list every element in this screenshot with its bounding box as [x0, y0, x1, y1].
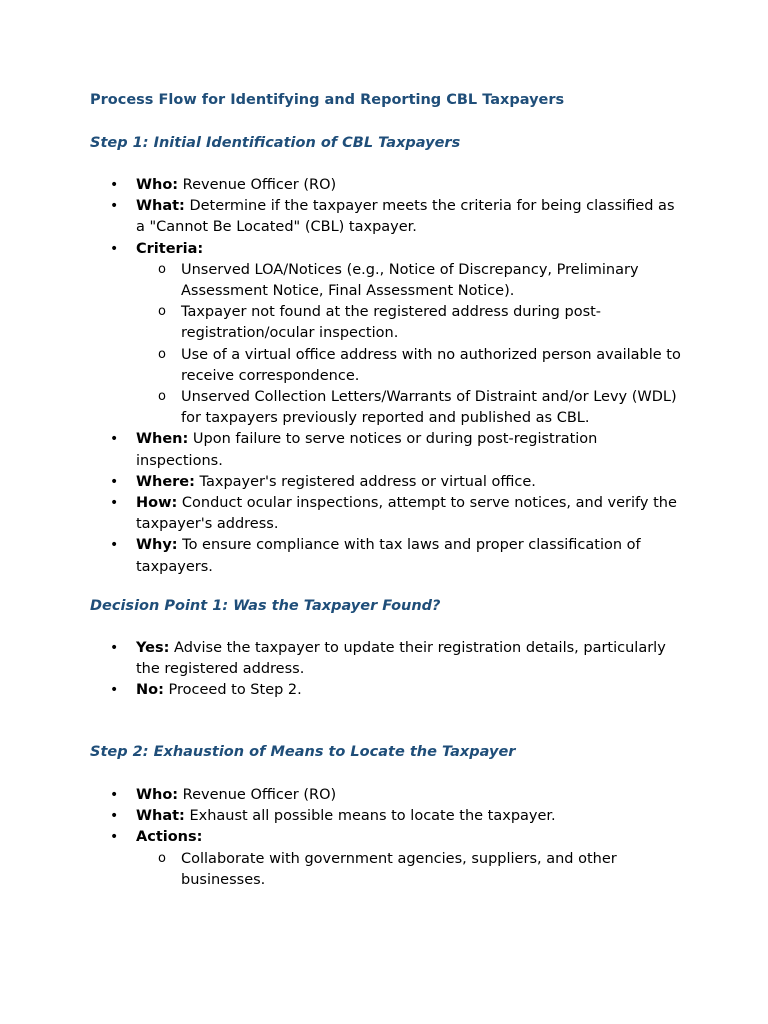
list-item: [0, 429, 681, 471]
list-item: [0, 680, 681, 701]
sub-bullet-icon: o: [158, 346, 166, 362]
who-label: Who:: [136, 787, 179, 803]
yes-text: Advise the taxpayer to update their registration details, particularly the registered address.: [136, 640, 666, 678]
bullet-icon: •: [110, 240, 119, 257]
bullet-icon: •: [110, 808, 119, 825]
where-label: Where:: [136, 473, 195, 490]
where-text: Taxpayer's registered address or virtual office.: [194, 473, 536, 490]
why-text: To ensure compliance with tax laws and proper classification of taxpayers.: [136, 537, 641, 575]
decision1-list: [0, 638, 768, 702]
document-title: Process Flow for Identifying and Reporting CBL Taxpayers: [90, 92, 565, 108]
what-label: What:: [136, 808, 185, 825]
list-item: [0, 638, 681, 680]
list-item: [0, 239, 681, 260]
sub-list-item: [0, 302, 681, 344]
sub-list-item: [0, 345, 681, 387]
what-text: Determine if the taxpayer meets the criteria for being classified as a "Cannot Be Located" (CBL) taxpayer.: [136, 198, 675, 236]
list-item: [0, 472, 681, 493]
sub-list-item: [0, 387, 681, 429]
what-text: Exhaust all possible means to locate the taxpayer.: [184, 808, 556, 825]
criteria-text: Use of a virtual office address with no authorized person available to receive correspondence.: [181, 346, 681, 384]
sub-bullet-icon: o: [158, 850, 166, 866]
step2-heading: Step 2: Exhaustion of Means to Locate the Taxpayer: [90, 744, 516, 760]
bullet-icon: •: [110, 431, 119, 448]
how-label: How:: [136, 495, 178, 512]
why-label: Why:: [136, 537, 178, 554]
criteria-text: Unserved LOA/Notices (e.g., Notice of Discrepancy, Preliminary Assessment Notice, Final Assessment Notice).: [181, 261, 639, 300]
bullet-icon: •: [110, 537, 119, 554]
sub-list-item: [0, 260, 681, 302]
criteria-text: Unserved Collection Letters/Warrants of Distraint and/or Levy (WDL) for taxpayers previously reported and published as CBL.: [181, 389, 677, 427]
list-item: [0, 493, 681, 535]
bullet-icon: •: [110, 829, 119, 846]
sub-list-item: [0, 849, 681, 891]
yes-label: Yes:: [136, 640, 170, 656]
list-item: [0, 785, 681, 806]
bullet-icon: •: [110, 198, 119, 215]
when-label: When:: [136, 431, 189, 448]
when-text: Upon failure to serve notices or during post-registration inspections.: [136, 431, 598, 469]
bullet-icon: •: [110, 787, 119, 803]
list-item: [0, 535, 681, 577]
decision1-heading: Decision Point 1: Was the Taxpayer Found?: [90, 598, 441, 614]
bullet-icon: •: [110, 640, 119, 656]
actions-label: Actions:: [136, 829, 203, 846]
sub-bullet-icon: o: [158, 389, 166, 405]
bullet-icon: •: [110, 682, 119, 699]
list-item: [0, 175, 681, 196]
how-text: Conduct ocular inspections, attempt to serve notices, and verify the taxpayer's address.: [136, 495, 677, 533]
bullet-icon: •: [110, 177, 119, 193]
no-text: Proceed to Step 2.: [163, 682, 302, 699]
what-label: What:: [136, 198, 185, 215]
criteria-text: Taxpayer not found at the registered address during post-registration/ocular inspection.: [181, 304, 602, 342]
bullet-icon: •: [110, 495, 119, 512]
sub-bullet-icon: o: [158, 304, 166, 320]
step1-heading: Step 1: Initial Identification of CBL Taxpayers: [90, 135, 461, 151]
action-text: Collaborate with government agencies, suppliers, and other businesses.: [181, 850, 617, 888]
who-text: Revenue Officer (RO): [178, 787, 337, 803]
sub-bullet-icon: o: [158, 261, 166, 277]
list-item: [0, 806, 681, 827]
criteria-label: Criteria:: [136, 240, 204, 257]
step1-list: [0, 175, 768, 578]
bullet-icon: •: [110, 473, 119, 490]
who-text: Revenue Officer (RO): [178, 177, 337, 193]
list-item: [0, 196, 681, 238]
step2-list: [0, 785, 768, 891]
who-label: Who:: [136, 177, 179, 193]
no-label: No:: [136, 682, 164, 699]
list-item: [0, 827, 681, 848]
